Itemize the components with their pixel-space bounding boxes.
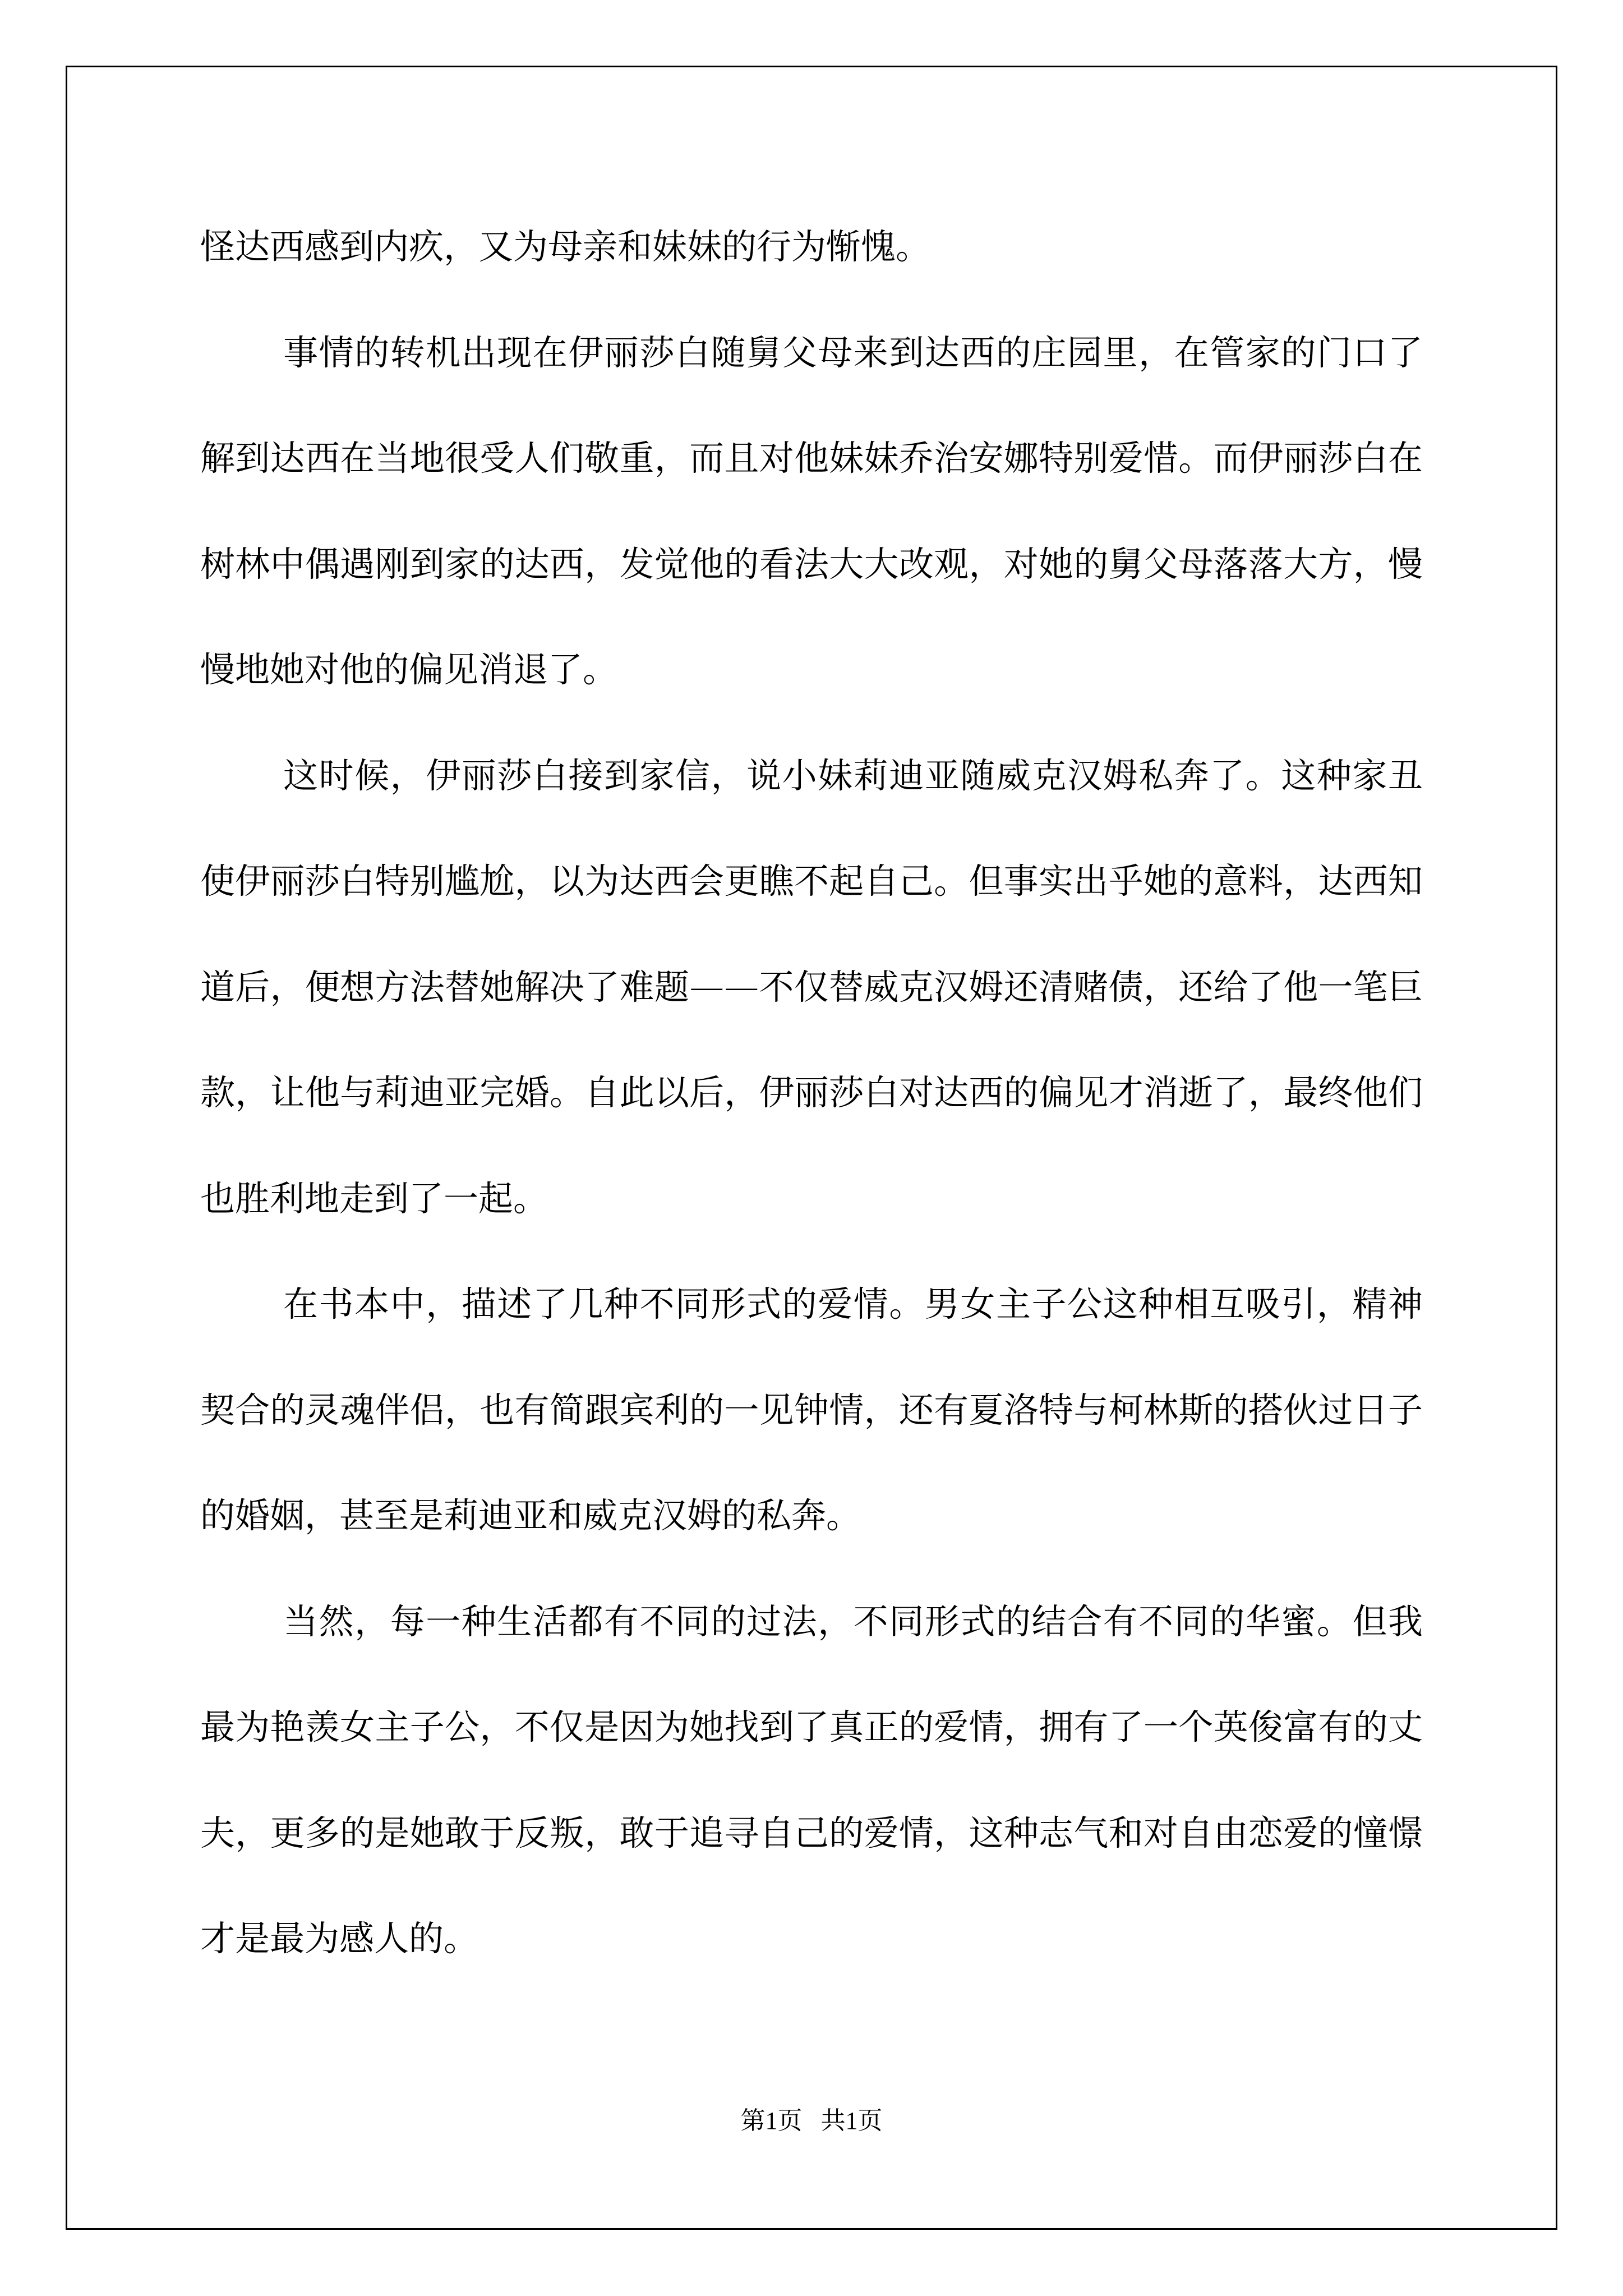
paragraph-4: 在书本中，描述了几种不同形式的爱情。男女主子公这种相互吸引，精神契合的灵魂伴侣，也有简跟宾利的一见钟情，还有夏洛特与柯林斯的搭伙过日子的婚姻，甚至是莉迪亚和威克汉姆的私奔。 (200, 1283, 1423, 1536)
page-number-label: 第1页 共1页 (740, 2107, 883, 2134)
paragraph-3: 这时候，伊丽莎白接到家信，说小妹莉迪亚随威克汉姆私奔了。这种家丑使伊丽莎白特别尴尬，以为达西会更瞧不起自己。但事实出乎她的意料，达西知道后，便想方法替她解决了难题——不仅替威克汉姆还清赌债，还给了他一笔巨款，让他与莉迪亚完婚。自此以后，伊丽莎白对达西的偏见才消逝了，最终他们也胜利地走到了一起。 (200, 754, 1423, 1219)
paragraph-5: 当然，每一种生活都有不同的过法，不同形式的结合有不同的华蜜。但我最为艳羡女主子公，不仅是因为她找到了真正的爱情，拥有了一个英俊富有的丈夫，更多的是她敢于反叛，敢于追寻自己的爱情，这种志气和对自由恋爱的憧憬才是最为感人的。 (200, 1600, 1423, 1959)
paragraph-2: 事情的转机出现在伊丽莎白随舅父母来到达西的庄园里，在管家的门口了解到达西在当地很受人们敬重，而且对他妹妹乔治安娜特别爱惜。而伊丽莎白在树林中偶遇刚到家的达西，发觉他的看法大大改观，对她的舅父母落落大方，慢慢地她对他的偏见消退了。 (200, 332, 1423, 690)
paragraph-1: 怪达西感到内疚，又为母亲和妹妹的行为惭愧。 (200, 226, 931, 267)
document-body (200, 194, 1423, 1992)
page-footer (0, 2100, 1623, 2136)
